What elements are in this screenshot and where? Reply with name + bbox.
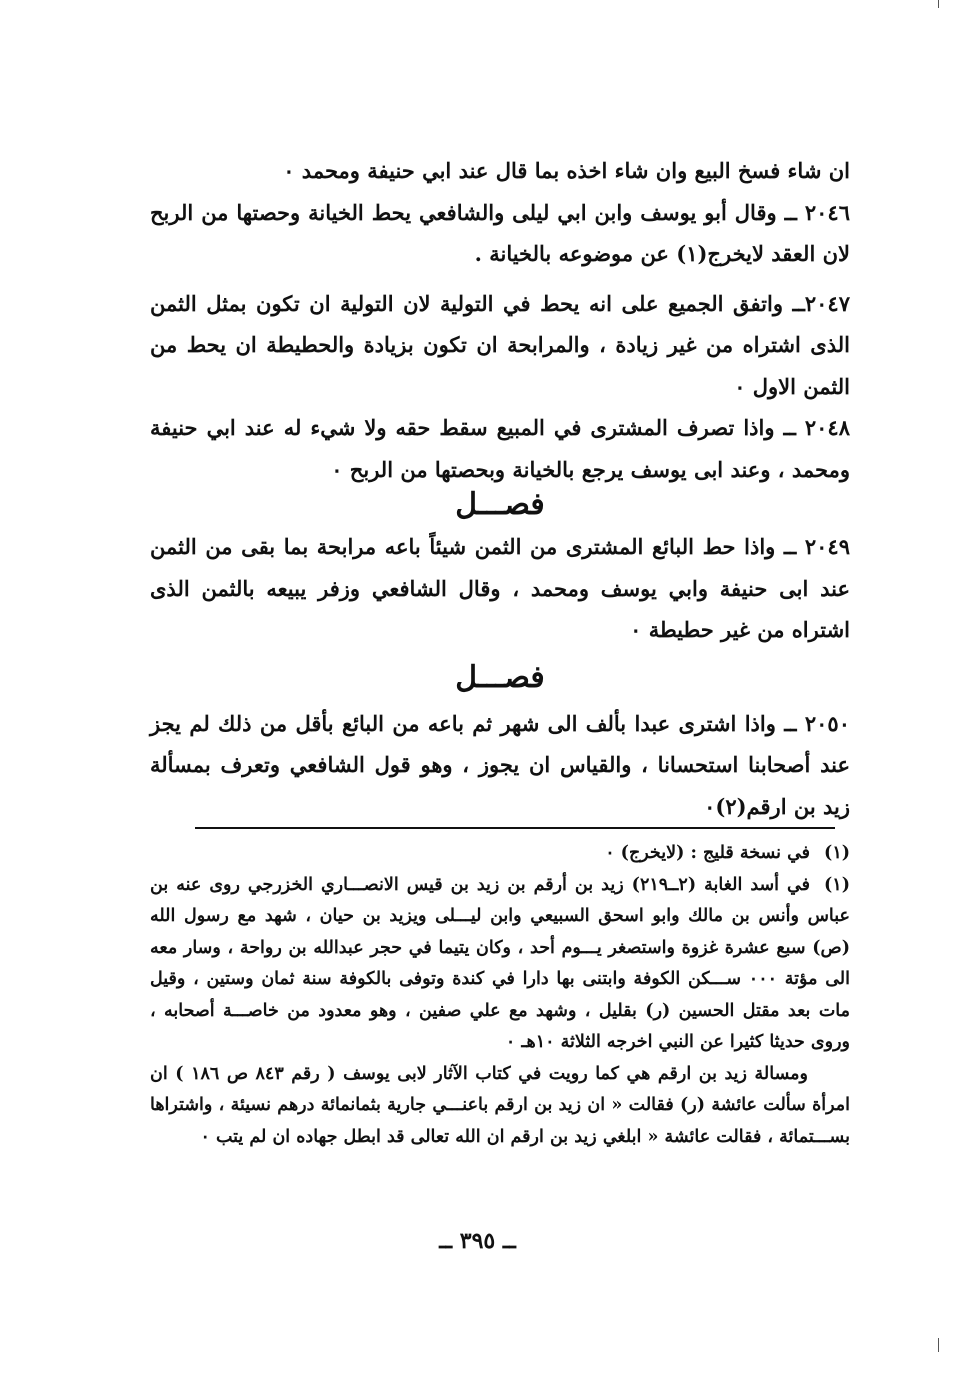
footnote-1-marker: (١) (824, 843, 850, 863)
footnote-1-text: في نسخة قليج : (لايخرج) ٠ (605, 843, 811, 863)
scan-mark-top (938, 0, 939, 8)
scan-mark-bottom (938, 1338, 939, 1352)
footnote-2-marker: (١) (824, 874, 850, 895)
paragraph-2046: ٢٠٤٦ ــ وقال أبو يوسف وابن ابي ليلى والشافعي يحط الخيانة وحصتها من الربح لان العقد لايخرج(١) عن موضوعه بالخيانة . (150, 199, 850, 266)
footnote-2 (150, 870, 850, 1059)
footnote-1 (150, 838, 850, 870)
section-heading-1: فصـــل (455, 487, 545, 522)
paragraph-2048: ٢٠٤٨ ــ واذا تصرف المشترى في المبيع سقط حقه ولا شيء له عند ابي حنيفة ومحمد ، وعند ابى يوسف يرجع بالخيانة وبحصتها من الربح ٠ (150, 415, 850, 482)
section-heading-2: فصـــل (455, 659, 545, 695)
footnote-2-continuation: ومسالة زيد بن ارقم هي كما رويت في كتاب الآثار لابى يوسف ( رقم ٨٤٣ ص ١٨٦ ) ان امرأة سألت عائشة (ر) فقالت « ان زيد بن ارقم باعنـــي جارية بثمانمائة درهم نسيئة ، واشتراها بســـتمائة ، فقالت عائشة « ابلغي زيد بن ارقم ان الله تعالى قد ابطل جهاده ان لم يتب ٠ (150, 1063, 850, 1147)
paragraph-2050: ٢٠٥٠ ــ واذا اشترى عبدا بألف الى شهر ثم باعه من البائع بأقل من ذلك لم يجز عند أصحابنا استحسانا ، والقياس ان يجوز ، وهو قول الشافعي وتعرف بمسألة زيد بن ارقم(٢)٠ (150, 710, 850, 819)
footnote-2-text: في أسد الغابة (٢ــ٢١٩) زيد بن أرقم بن زيد بن قيس الانصـــاري الخزرجي روى عنه بن عباس وأنس بن مالك وابو اسحق السبيعي وابن ليـــلى ويزيد بن حيان ، شهد مع رسول الله (ص) سبع عشرة غزوة واستصغر يـــوم أحد ، وكان يتيما في حجر عبدالله بن رواحة ، وسار معه الى مؤتة ٠٠٠ ســـكن الكوفة وابتنى بها دارا في كندة وتوفى بالكوفة سنة ثمان وستين ، وقيل مات بعد مقتل الحسين (ر) بقليل ، وشهد مع علي صفين ، وهو معدود من خاصـــة أصحابه ، وروى حديثا كثيرا عن النبي اخرجه الثلاثة ١٠هـ ٠ (150, 874, 850, 1052)
paragraph-continuation: ان شاء فسخ البيع وان شاء اخذه بما قال عند ابي حنيفة ومحمد ٠ (283, 158, 850, 183)
footnote-divider (195, 827, 835, 829)
page-number: ــ ٣٩٥ ــ (439, 1228, 516, 1254)
footnotes (150, 838, 850, 1153)
main-text (150, 150, 850, 827)
paragraph-2049: ٢٠٤٩ ــ واذا حط البائع المشترى من الثمن شيئاً باعه مرابحة بما بقى من الثمن عند ابى حنيفة وابي يوسف ومحمد ، وقال الشافعي وزفر يبيعه بالثمن الذى اشتراه من غير حطيطة ٠ (150, 534, 850, 642)
paragraph-2047: ٢٠٤٧ــ واتفق الجميع على انه يحط في التولية لان التولية ان تكون بمثل الثمن الذى اشتراه من غير زيادة ، والمرابحة ان تكون بزيادة والحطيطة ان يحط من الثمن الاول ٠ (150, 290, 850, 399)
